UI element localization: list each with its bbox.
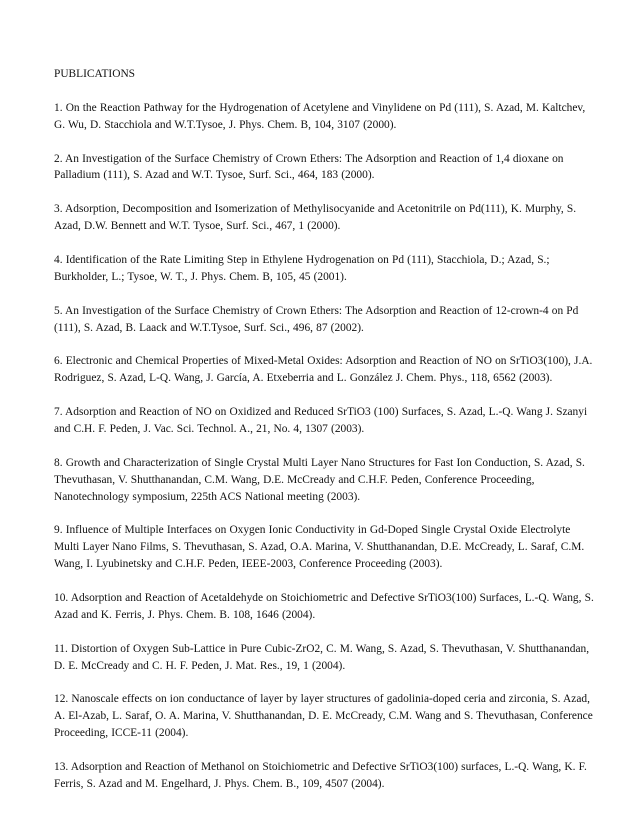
publication-entry-10: 10. Adsorption and Reaction of Acetaldehyde on Stoichiometric and Defective SrTiO3(100) Surfaces, L.-Q. Wang, S. Azad and K. Ferris, J. Phys. Chem. B. 108, 1646 (2004). [54, 591, 594, 621]
publication-entry-11: 11. Distortion of Oxygen Sub-Lattice in Pure Cubic-ZrO2, C. M. Wang, S. Azad, S. Thevuthasan, V. Shutthanandan, D. E. McCready and C. H. F. Peden, J. Mat. Res., 19, 1 (2004). [54, 642, 590, 672]
publication-entry-9: 9. Influence of Multiple Interfaces on Oxygen Ionic Conductivity in Gd-Doped Single Crystal Oxide Electrolyte Multi Layer Nano Films, S. Thevuthasan, S. Azad, O.A. Marina, V. Shutthanandan, D.E. McCready, L. Saraf, C.M. Wang, I. Lyubinetsky and C.H.F. Peden, IEEE-2003, Conference Proceeding (2003). [54, 524, 585, 571]
publication-entry-13: 13. Adsorption and Reaction of Methanol on Stoichiometric and Defective SrTiO3(100) surfaces, L.-Q. Wang, K. F. Ferris, S. Azad and M. Engelhard, J. Phys. Chem. B., 109, 4507 (2004). [54, 760, 587, 790]
publications-page [54, 66, 594, 793]
publication-entry-3: 3. Adsorption, Decomposition and Isomerization of Methylisocyanide and Acetonitrile on Pd(111), K. Murphy, S. Azad, D.W. Bennett and W.T. Tysoe, Surf. Sci., 467, 1 (2000). [54, 203, 577, 233]
publication-entry-6: 6. Electronic and Chemical Properties of Mixed-Metal Oxides: Adsorption and Reaction of NO on SrTiO3(100), J.A. Rodriguez, S. Azad, L-Q. Wang, J. García, A. Etxeberria and L. González J. Chem. Phys., 118, 6562 (2003). [54, 355, 593, 385]
publication-entry-2: 2. An Investigation of the Surface Chemistry of Crown Ethers: The Adsorption and Reaction of 1,4 dioxane on Palladium (111), S. Azad and W.T. Tysoe, Surf. Sci., 464, 183 (2000). [54, 152, 564, 182]
publication-entry-4: 4. Identification of the Rate Limiting Step in Ethylene Hydrogenation on Pd (111), Stacchiola, D.; Azad, S.; Burkholder, L.; Tysoe, W. T., J. Phys. Chem. B, 105, 45 (2001). [54, 253, 550, 283]
publication-entry-12: 12. Nanoscale effects on ion conductance of layer by layer structures of gadolinia-doped ceria and zirconia, S. Azad, A. El-Azab, L. Saraf, O. A. Marina, V. Shutthanandan, D. E. McCready, C.M. Wang and S. Thevuthasan, Conference Proceeding, ICCE-11 (2004). [54, 693, 593, 740]
publication-entry-5: 5. An Investigation of the Surface Chemistry of Crown Ethers: The Adsorption and Reaction of 12-crown-4 on Pd (111), S. Azad, B. Laack and W.T.Tysoe, Surf. Sci., 496, 87 (2002). [54, 304, 579, 334]
publication-entry-7: 7. Adsorption and Reaction of NO on Oxidized and Reduced SrTiO3 (100) Surfaces, S. Azad, L.-Q. Wang J. Szanyi and C.H. F. Peden, J. Vac. Sci. Technol. A., 21, No. 4, 1307 (2003). [54, 406, 588, 435]
publication-entry-8: 8. Growth and Characterization of Single Crystal Multi Layer Nano Structures for Fast Ion Conduction, S. Azad, S. Thevuthasan, V. Shutthanandan, C.M. Wang, D.E. McCready and C.H.F. Peden, Conference Proceeding, Nanotechnology symposium, 225th ACS National meeting (2003). [54, 456, 585, 503]
publication-entry-1: 1. On the Reaction Pathway for the Hydrogenation of Acetylene and Vinylidene on Pd (111), S. Azad, M. Kaltchev, G. Wu, D. Stacchiola and W.T.Tysoe, J. Phys. Chem. B, 104, 3107 (2000). [54, 101, 586, 131]
page-title: PUBLICATIONS [54, 68, 136, 80]
